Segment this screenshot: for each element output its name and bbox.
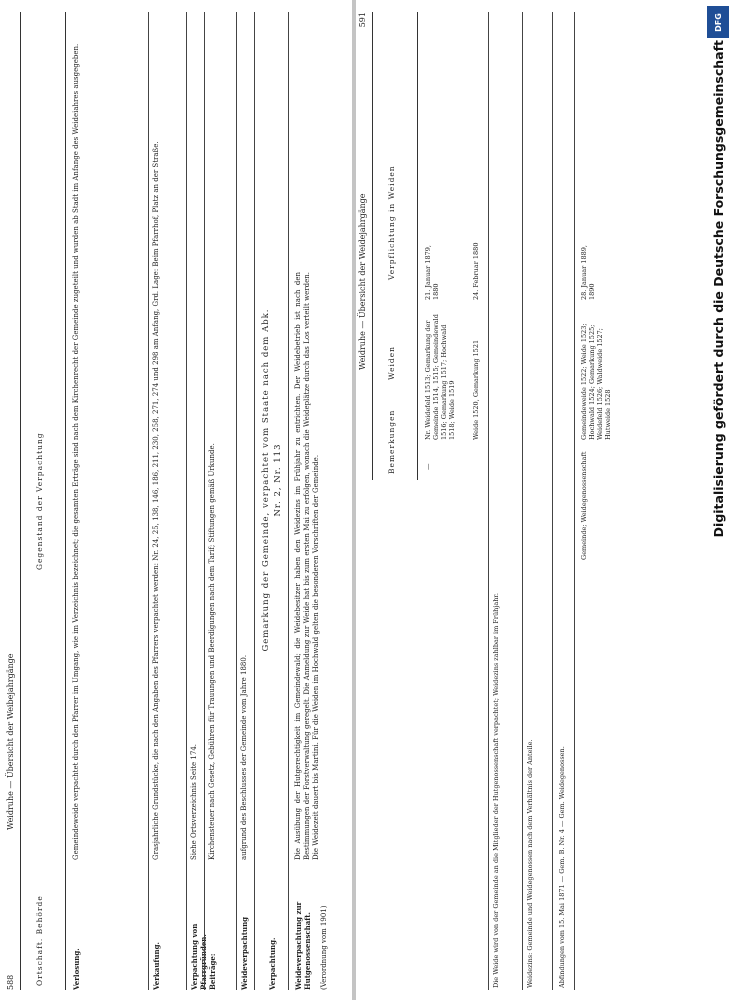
divider xyxy=(522,12,523,990)
table-cell: Gemeinde; Weidegenossenschaft xyxy=(580,451,588,560)
entry-label: Verkaufung. xyxy=(152,942,161,990)
entry-text: Siehe Ortsverzeichnis Seite 174. xyxy=(190,744,198,860)
entry xyxy=(190,12,208,990)
note: Abfindungen vom 15. Mai 1871 — Gem. B. Nr. 4 — Gem. Weidegenossen. xyxy=(558,746,566,988)
divider xyxy=(488,12,489,990)
divider xyxy=(204,12,205,990)
right-page xyxy=(352,0,735,1000)
footer-date: (Verordnung vom 1901) xyxy=(320,905,328,990)
left-page-header xyxy=(6,12,20,990)
entry xyxy=(72,12,112,990)
entry-label: Beiträge: xyxy=(208,953,217,990)
divider xyxy=(552,12,553,990)
footer-date-row xyxy=(320,12,330,990)
left-page xyxy=(0,0,352,1000)
section-label: Verpachtung. xyxy=(268,937,277,990)
divider xyxy=(186,12,187,990)
column-header xyxy=(372,12,418,480)
running-title: Weidruhe — Übersicht der Weidejahrgänge xyxy=(358,193,367,370)
note: Die Weide wird von der Gemeinde an die Mitglieder der Hutgenossenschaft verpachtet; Weidezins zahlbar im Frühjahr. xyxy=(492,593,500,988)
table-cell: 28. Januar 1889, 1890 xyxy=(580,245,596,300)
dfg-logo-icon xyxy=(707,6,729,38)
section-title: Gemarkung der Gemeinde, verpachtet vom Staate nach dem Abk. xyxy=(261,308,271,652)
divider xyxy=(288,12,289,990)
entry xyxy=(240,12,252,990)
page-number: 588 xyxy=(6,974,15,990)
table-cell: Gemeindeweide 1522; Weide 1523; Hochwald 1524; Gemarkung 1525; Weidefeld 1526; Waldweide 1527; Hutweide 1528 xyxy=(580,323,612,440)
entry-text: Die Ausübung der Hutgerechtigkeit im Gemeindewald; die Weidebesitzer haben den Weidezins im Frühjahr zu entrichten. Der Weidebetrieb ist nach den Bestimmungen der Forstverwaltung geregelt. Die Anmeldung zur Weide hat bis zum ersten Mai zu erfolgen, wonach die Weideplätze durch das Los verteilt werden. Die Weidezeit dauert bis Martini. Für die Weiden im Hochwald gelten die besonderen Vorschriften der Gemeinde. xyxy=(294,272,320,860)
entry-text: aufgrund des Beschlusses der Gemeinde vom Jahre 1880. xyxy=(240,654,248,860)
left-page-content xyxy=(0,0,352,1000)
divider xyxy=(236,12,237,990)
name-column-heading: Ortschaft. Behörde xyxy=(35,895,44,986)
column-heading: Bemerkungen xyxy=(387,409,396,474)
entry xyxy=(208,12,234,990)
digitization-banner xyxy=(702,0,735,1000)
table-cell: Nr. Weidefeld 1513; Gemarkung der Gemeinde 1514, 1515; Gemeindewald 1516; Gemarkung 1517; Hochwald 1518; Weide 1519 xyxy=(424,314,456,440)
logo-text: DFG xyxy=(713,12,723,32)
banner-text: Digitalisierung gefördert durch die Deutsche Forschungsgemeinschaft xyxy=(711,40,726,538)
divider xyxy=(574,12,575,990)
table-cell: 24. Februar 1880 xyxy=(472,242,480,300)
section-label-row xyxy=(268,12,280,990)
right-page-header xyxy=(358,12,372,990)
divider xyxy=(254,12,255,990)
subject-column-heading: Gegenstand der Verpachtung xyxy=(35,432,44,570)
table-cell: 21. Januar 1879, 1880 xyxy=(424,245,440,300)
column-heading: Verpflichtung in Weiden xyxy=(387,165,396,280)
column-heading: Weiden xyxy=(387,345,396,380)
entry-label: Weideverpachtung xyxy=(240,916,249,990)
entry xyxy=(152,12,188,990)
note: Weidezins: Gemeinde und Weidegenossen nach dem Verhältnis der Anteile. xyxy=(526,739,534,988)
entry-text: Kirchensteuer nach Gesetz, Gebühren für Trauungen und Beerdigungen nach dem Tarif; Stiftungen gemäß Urkunde. xyxy=(208,443,216,860)
table-cell: Weide 1520, Gemarkung 1521 xyxy=(472,339,480,440)
entry-label: Verpachtung von Pfarrgründen. xyxy=(190,923,208,990)
entry-text: Gemeindeweide verpachtet durch den Pfarrer im Umgang, wie im Verzeichnis bezeichnet; die gesamten Erträge sind nach dem Kirchenrecht der Gemeinde zugeteilt und wurden ab Stadt im Anfange des Weideiahres ausgegeben. xyxy=(72,43,80,860)
section-subtitle: Nr. 2, Nr. 113 xyxy=(273,443,283,517)
right-page-content xyxy=(352,0,735,1000)
entry-text: Grasjahrliche Grundstücke, die nach den Angaben des Pfarrers verpachtet werden: Nr. 24, 25, 138, 146, 186, 211, 230, 258, 271, 274 und 298 am Anfang, Grd. Lage: Beim Pfarrhof, Platz an der Straße. xyxy=(152,141,160,860)
entry-label: Weideverpachtung zur Hutgenossenschaft. xyxy=(294,901,312,990)
table-cell: — xyxy=(424,463,432,470)
entry-label: Verlosung. xyxy=(72,948,81,990)
column-header xyxy=(20,12,66,990)
running-title: Weidruhe — Übersicht der Weibejahrgänge xyxy=(6,653,15,830)
page-number: 591 xyxy=(358,12,367,28)
divider xyxy=(148,12,149,990)
